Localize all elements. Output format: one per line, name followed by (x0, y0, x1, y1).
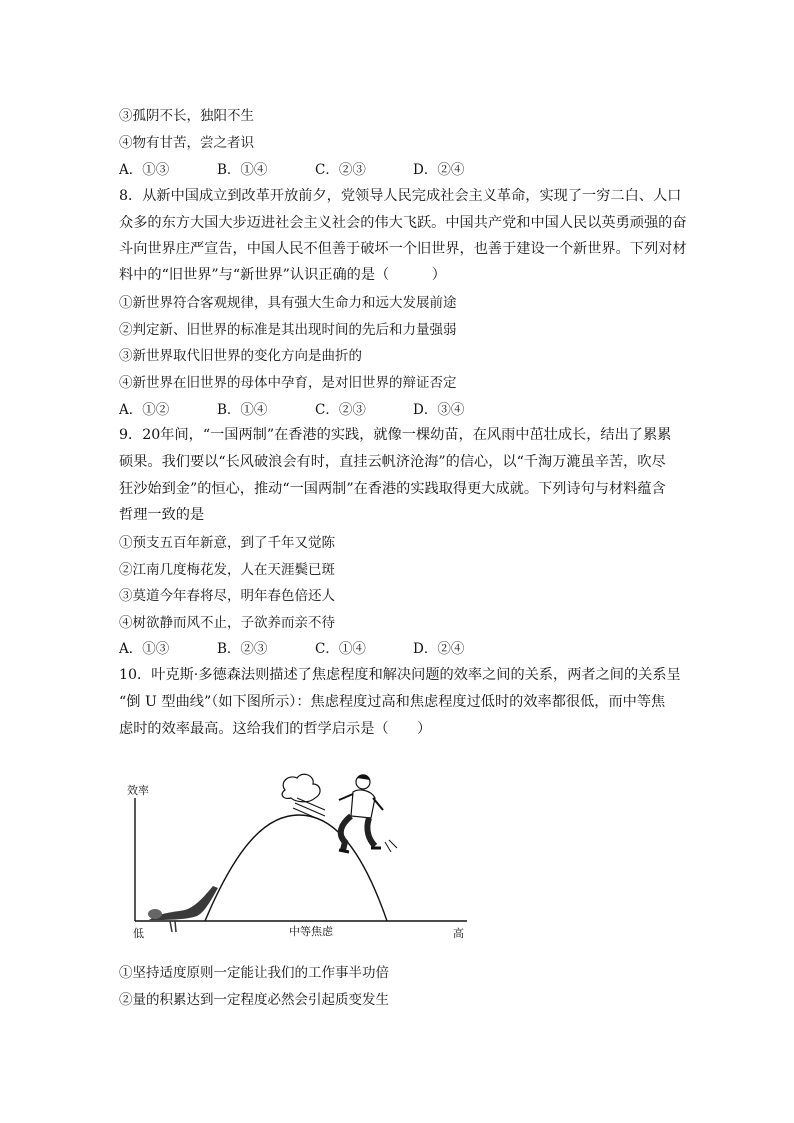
option-a: A．①③ (119, 641, 170, 657)
prev-options (119, 158, 511, 178)
q8-stem-line-1: 8．从新中国成立到改革开放前夕，党领导人民完成社会主义革命，实现了一穷二白、人口 (119, 188, 682, 204)
option-a: A．①③ (119, 162, 170, 178)
q9-item-4: ④树欲静而风不止，子欲养而亲不待 (119, 615, 335, 631)
x-axis-low-label: 低 (133, 927, 144, 940)
option-b: B．②③ (217, 641, 268, 657)
option-d: D．②④ (413, 162, 465, 178)
option-a: A．①② (119, 402, 170, 418)
q9-stem-line-3: 狂沙始到金”的恒心，推动“一国两制”在香港的实践取得更大成就。下列诗句与材料蕴含 (119, 481, 666, 497)
inverted-u-figure (119, 770, 479, 945)
q10-item-1: ①坚持适度原则一定能让我们的工作事半功倍 (119, 965, 389, 981)
q8-stem-line-2: 众多的东方大国大步迈进社会主义社会的伟大飞跃。中国共产党和中国人民以英勇顽强的奋 (119, 215, 687, 231)
q8-stem-line-3: 斗向世界庄严宣告，中国人民不但善于破坏一个旧世界，也善于建设一个新世界。下列对材 (119, 241, 687, 257)
q9-item-3: ③莫道今年春将尽，明年春色倍还人 (119, 588, 335, 604)
x-axis-high-label: 高 (453, 927, 464, 940)
prev-item-4: ④物有甘苦，尝之者识 (119, 135, 254, 151)
q10-item-2: ②量的积累达到一定程度必然会引起质变发生 (119, 992, 389, 1008)
option-d: D．③④ (413, 402, 465, 418)
q10-stem-line-3: 虑时的效率最高。这给我们的哲学启示是（ ） (119, 721, 432, 737)
y-axis-label: 效率 (127, 784, 149, 797)
q9-stem-line-2: 硕果。我们要以“长风破浪会有时，直挂云帆济沧海”的信心，以“千淘万漉虽辛苦，吹尽 (119, 454, 666, 470)
q8-item-4: ④新世界在旧世界的母体中孕育，是对旧世界的辩证否定 (119, 375, 457, 391)
option-b: B．①④ (217, 162, 268, 178)
q8-item-1: ①新世界符合客观规律，具有强大生命力和远大发展前途 (119, 295, 457, 311)
q10-stem-line-1: 10．叶克斯·多德森法则描述了焦虑程度和解决问题的效率之间的关系，两者之间的关系呈 (119, 667, 681, 683)
falling-person-illustration (339, 774, 397, 852)
option-b: B．①④ (217, 402, 268, 418)
lying-person-illustration (148, 886, 218, 932)
prev-item-3: ③孤阴不长，独阳不生 (119, 108, 254, 124)
x-axis-mid-label: 中等焦虑 (289, 925, 333, 938)
option-c: C．②③ (315, 402, 366, 418)
q8-options (119, 398, 511, 418)
q8-item-3: ③新世界取代旧世界的变化方向是曲折的 (119, 348, 362, 364)
option-c: C．①④ (315, 641, 366, 657)
q10-stem-line-2: “倒 U 型曲线”（如下图所示）：焦虑程度过高和焦虑程度过低时的效率都很低，而中等焦 (119, 694, 666, 710)
option-d: D．②④ (413, 641, 465, 657)
inverted-u-curve (205, 815, 387, 921)
q8-stem-line-4: 料中的“旧世界”与“新世界”认识正确的是（ ） (119, 267, 446, 283)
q9-stem-line-4: 哲理一致的是 (119, 507, 205, 523)
q9-item-1: ①预支五百年新意，到了千年又觉陈 (119, 535, 335, 551)
q9-stem-line-1: 9．20年间，“一国两制”在香港的实践，就像一棵幼苗，在风雨中茁壮成长，结出了累累 (119, 427, 672, 443)
smoke-puff-illustration (282, 774, 325, 821)
option-c: C．②③ (315, 162, 366, 178)
q9-options (119, 637, 511, 657)
q9-item-2: ②江南几度梅花发，人在天涯鬓已斑 (119, 562, 335, 578)
q8-item-2: ②判定新、旧世界的标准是其出现时间的先后和力量强弱 (119, 322, 457, 338)
